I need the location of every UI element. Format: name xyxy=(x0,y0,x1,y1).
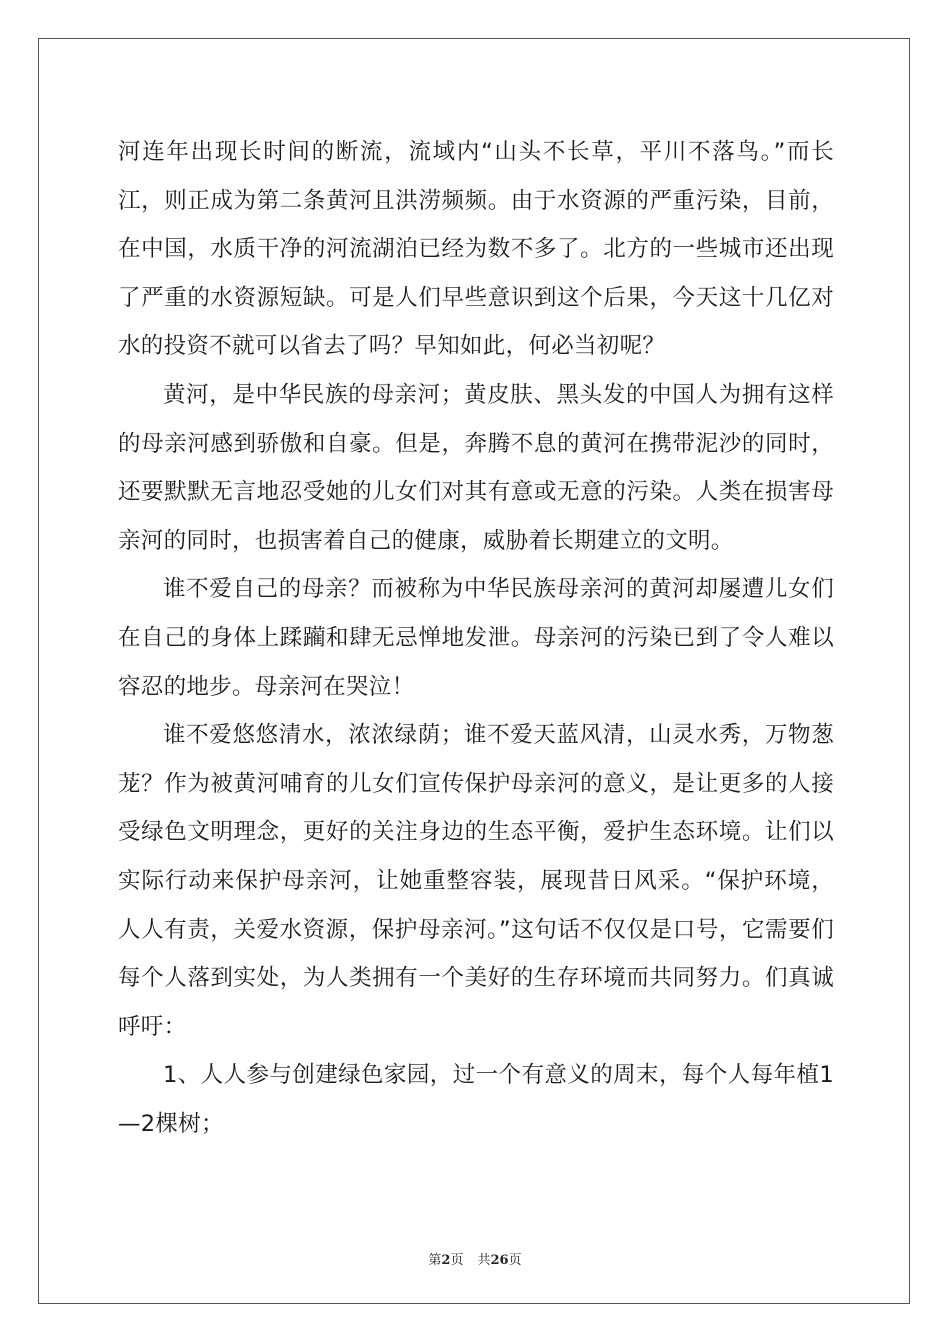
page-footer xyxy=(0,1249,950,1268)
paragraph-4: 谁不爱悠悠清水，浓浓绿荫；谁不爱天蓝风清，山灵水秀，万物葱茏？作为被黄河哺育的儿女们宣传保护母亲河的意义，是让更多的人接受绿色文明理念，更好的关注身边的生态平衡，爱护生态环境。让们以实际行动来保护母亲河，让她重整容装，展现昔日风采。“保护环境，人人有责，关爱水资源，保护母亲河。”这句话不仅仅是口号，它需要们每个人落到实处，为人类拥有一个美好的生存环境而共同努力。们真诚呼吁： xyxy=(118,722,834,1040)
paragraph-2: 黄河，是中华民族的母亲河；黄皮肤、黑头发的中国人为拥有这样的母亲河感到骄傲和自豪。但是，奔腾不息的黄河在携带泥沙的同时，还要默默无言地忍受她的儿女们对其有意或无意的污染。人类在损害母亲河的同时，也损害着自己的健康，威胁着长期建立的文明。 xyxy=(118,381,834,554)
total-pages: 26 xyxy=(490,1253,509,1268)
paragraph-3: 谁不爱自己的母亲？而被称为中华民族母亲河的黄河却屡遭儿女们在自己的身体上蹂躏和肆无忌惮地发泄。母亲河的污染已到了令人难以容忍的地步。母亲河在哭泣！ xyxy=(118,576,834,700)
page-number: 2 xyxy=(441,1253,451,1268)
paragraph-5: 1、人人参与创建绿色家园，过一个有意义的周末，每个人每年植1—2棵树； xyxy=(118,1062,834,1137)
total-suffix: 页 xyxy=(508,1253,522,1268)
paragraph-1: 河连年出现长时间的断流，流域内“山头不长草，平川不落鸟。”而长江，则正成为第二条黄河且洪涝频频。由于水资源的严重污染，目前，在中国，水质干净的河流湖泊已经为数不多了。北方的一些城市还出现了严重的水资源短缺。可是人们早些意识到这个后果，今天这十几亿对水的投资不就可以省去了吗？早知如此，何必当初呢？ xyxy=(118,139,834,360)
page-suffix: 页 xyxy=(450,1253,464,1268)
total-prefix: 共 xyxy=(477,1253,491,1268)
page-prefix: 第 xyxy=(428,1253,442,1268)
document-body xyxy=(118,128,834,1148)
